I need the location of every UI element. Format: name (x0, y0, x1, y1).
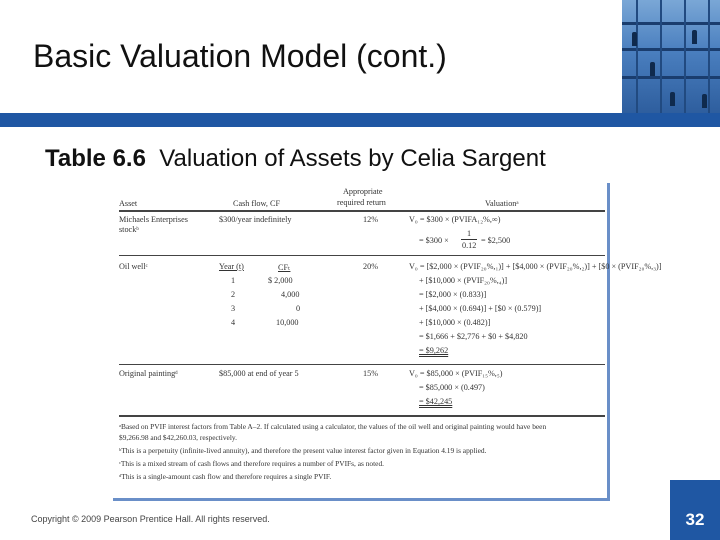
table-bottom-rule (119, 415, 605, 417)
copyright-footer: Copyright © 2009 Pearson Prentice Hall. All rights reserved. (31, 514, 270, 524)
painting-asset: Original paintingᵈ (119, 369, 178, 378)
col-header-return-line2: required return (337, 198, 386, 207)
oil-valuation-result: = $9,262 (419, 346, 449, 355)
michaels-rule (119, 255, 605, 256)
table-caption-text: Valuation of Assets by Celia Sargent (159, 145, 546, 172)
michaels-fraction-denominator: 0.12 (462, 241, 477, 250)
oil-year-4: 4 (231, 318, 236, 327)
oil-valuation-line3: = [$2,000 × (0.833)] (419, 290, 487, 299)
oil-valuation-line1: V₀ = [$2,000 × (PVIF₂₀%,₁)] + [$4,000 × (PVIF₂₀%,₂)] + [$0 × (PVIF₂₀%,₃)] (409, 262, 662, 271)
col-header-cash-flow: Cash flow, CF (233, 199, 281, 208)
col-header-asset: Asset (119, 199, 138, 208)
page-number: 32 (685, 510, 705, 529)
michaels-valuation-result: = $2,500 (481, 236, 511, 245)
oil-valuation-line4: + [$4,000 × (0.694)] + [$0 × (0.579)] (419, 304, 542, 313)
oil-valuation-line5: + [$10,000 × (0.482)] (419, 318, 491, 327)
michaels-asset-line1: Michaels Enterprises (119, 215, 188, 224)
michaels-fraction-numerator: 1 (467, 229, 472, 238)
oil-asset: Oil wellᶜ (119, 262, 148, 271)
oil-year-header: Year (t) (219, 262, 244, 271)
painting-rate: 15% (363, 369, 379, 378)
painting-valuation-line1: V₀ = $85,000 × (PVIF₁₅%,₅) (409, 369, 503, 378)
oil-year-2: 2 (231, 290, 236, 299)
oil-cf-2: 4,000 (281, 290, 300, 299)
painting-cash-flow: $85,000 at end of year 5 (219, 369, 299, 378)
footnote-c: ᶜThis is a mixed stream of cash flows and therefore requires a number of PVIFs, as noted. (119, 459, 385, 468)
oil-valuation-line6: = $1,666 + $2,776 + $0 + $4,820 (419, 332, 528, 341)
michaels-cash-flow: $300/year indefinitely (219, 215, 292, 224)
oil-cf-4: 10,000 (276, 318, 299, 327)
col-header-valuation: Valuationᵃ (485, 199, 519, 208)
header-accent-bar (0, 113, 720, 127)
header-photo (622, 0, 720, 113)
michaels-rate: 12% (363, 215, 379, 224)
michaels-valuation-line1: V₀ = $300 × (PVIFA₁₂%,∞) (409, 215, 501, 224)
painting-valuation-line2: = $85,000 × (0.497) (419, 383, 485, 392)
oil-rule (119, 364, 605, 365)
footnote-b: ᵇThis is a perpetuity (infinite-lived annuity), and therefore the present value interest factor given in Equation 4.19 is applied. (119, 446, 487, 455)
oil-cf-3: 0 (296, 304, 301, 313)
michaels-asset-line2: stockᵇ (119, 225, 139, 234)
footnote-d: ᵈThis is a single-amount cash flow and therefore requires a single PVIF. (119, 472, 332, 481)
oil-valuation-line2: + [$10,000 × (PVIF₂₀%,₄)] (419, 276, 508, 285)
oil-rate: 20% (363, 262, 379, 271)
oil-cf-1: $ 2,000 (268, 276, 293, 285)
page-number-box (670, 480, 720, 540)
col-header-return-line1: Appropriate (343, 187, 383, 196)
header-rule (119, 210, 605, 212)
slide-title: Basic Valuation Model (cont.) (33, 38, 447, 74)
footnote-a-line1: ᵃBased on PVIF interest factors from Table A–2. If calculated using a calculator, the values of the oil well and original painting would have been (119, 422, 547, 431)
valuation-table (113, 183, 662, 501)
table-caption-number: Table 6.6 (45, 145, 146, 172)
table-caption (45, 145, 546, 173)
oil-year-3: 3 (231, 304, 236, 313)
michaels-fraction-bar (461, 239, 477, 240)
footnote-a-line2: $9,266.98 and $42,260.03, respectively. (119, 433, 237, 442)
michaels-valuation-line2-prefix: = $300 × (419, 236, 449, 245)
painting-valuation-result: = $42,245 (419, 397, 453, 406)
oil-year-1: 1 (231, 276, 236, 285)
oil-cf-header: CFₜ (278, 263, 291, 272)
